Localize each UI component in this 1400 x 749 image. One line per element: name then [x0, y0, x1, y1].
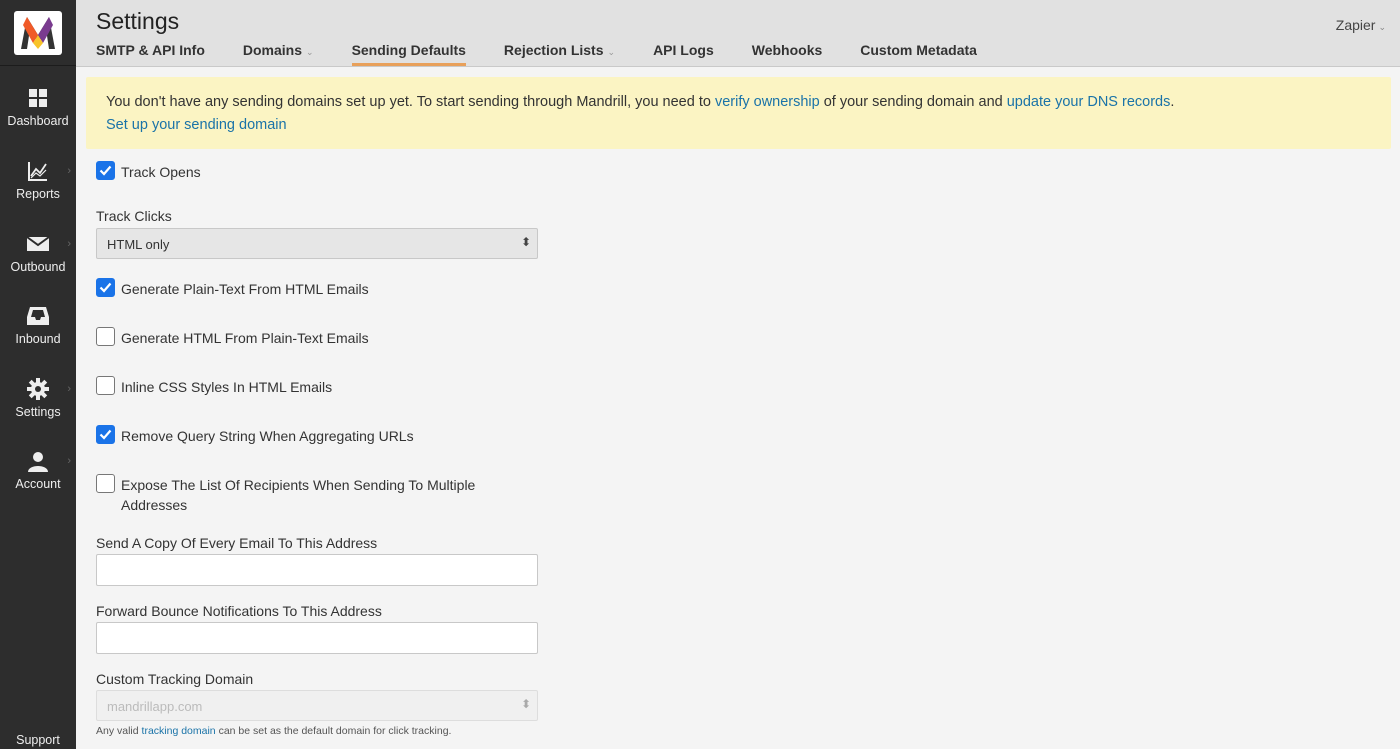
gear-icon: [26, 377, 50, 401]
track-opens-row: [96, 161, 201, 182]
setup-sending-domain-link[interactable]: Set up your sending domain: [106, 117, 287, 133]
tab-sending-defaults[interactable]: Sending Defaults: [352, 42, 466, 66]
chevron-right-icon: ›: [67, 383, 71, 395]
user-icon: [26, 449, 50, 473]
grid-icon: [26, 86, 50, 110]
inline-css-label: Inline CSS Styles In HTML Emails: [121, 379, 333, 395]
select-arrows-icon: ⬍: [520, 697, 531, 711]
sidebar-item-inbound[interactable]: [0, 304, 76, 364]
track-clicks-value: HTML only: [107, 237, 170, 252]
sidebar-item-label: Outbound: [10, 260, 66, 274]
tab-domains[interactable]: Domains ⌄: [242, 42, 314, 58]
inline-css-checkbox[interactable]: [96, 376, 115, 395]
remove-query-row: [96, 425, 414, 446]
tracking-domain-hint: Any valid tracking domain can be set as the default domain for click tracking.: [96, 725, 452, 737]
track-opens-checkbox[interactable]: [96, 161, 115, 180]
sidebar-item-outbound[interactable]: [0, 232, 76, 292]
tracking-domain-placeholder: mandrillapp.com: [107, 699, 203, 714]
track-clicks-label: Track Clicks: [96, 208, 172, 224]
sidebar-item-settings[interactable]: [0, 377, 76, 437]
plain-text-row: [96, 278, 369, 299]
alert-message: You don't have any sending domains set up yet. To start sending through Mandrill, you need to verify ownership of your sending domain and update your DNS records.: [106, 94, 1175, 110]
support-link[interactable]: Support: [16, 733, 60, 747]
chart-icon: [26, 159, 50, 183]
expose-recipients-label: Expose The List Of Recipients When Sending To Multiple Addresses: [121, 477, 476, 513]
tab-bar: [96, 42, 1015, 66]
sidebar-item-label: Account: [15, 477, 61, 491]
sidebar-item-label: Reports: [16, 187, 60, 201]
tracking-domain-link[interactable]: tracking domain: [141, 725, 216, 737]
track-opens-label: Track Opens: [121, 164, 201, 180]
track-clicks-select[interactable]: [96, 228, 538, 259]
chevron-down-icon: ⌄: [1378, 22, 1386, 32]
sidebar: [0, 0, 76, 749]
sidebar-item-label: Inbound: [15, 332, 61, 346]
generate-plain-text-checkbox[interactable]: [96, 278, 115, 297]
chevron-right-icon: ›: [67, 165, 71, 177]
copy-address-label: Send A Copy Of Every Email To This Address: [96, 535, 378, 551]
sidebar-item-dashboard[interactable]: [0, 86, 76, 146]
tracking-domain-select[interactable]: [96, 690, 538, 721]
html-from-plain-row: [96, 327, 369, 348]
tracking-domain-label: Custom Tracking Domain: [96, 671, 254, 687]
header: [76, 0, 1400, 67]
tab-smtp-api-info[interactable]: SMTP & API Info: [96, 42, 205, 58]
remove-query-string-checkbox[interactable]: [96, 425, 115, 444]
expose-recipients-checkbox[interactable]: [96, 474, 115, 493]
chevron-down-icon: ⌄: [607, 47, 616, 57]
logo-container: [0, 0, 76, 66]
tab-custom-metadata[interactable]: Custom Metadata: [860, 42, 977, 58]
tab-api-logs[interactable]: API Logs: [653, 42, 714, 58]
chevron-right-icon: ›: [67, 455, 71, 467]
user-menu-label: Zapier: [1335, 17, 1376, 33]
update-dns-link[interactable]: update your DNS records: [1006, 94, 1171, 110]
sidebar-item-account[interactable]: [0, 449, 76, 509]
bounce-address-label: Forward Bounce Notifications To This Address: [96, 603, 382, 619]
generate-html-label: Generate HTML From Plain-Text Emails: [121, 330, 369, 346]
sidebar-item-label: Dashboard: [7, 114, 69, 128]
mandrill-logo[interactable]: [14, 11, 62, 55]
tab-webhooks[interactable]: Webhooks: [751, 42, 823, 58]
chevron-right-icon: ›: [67, 238, 71, 250]
page-title: Settings: [96, 8, 180, 34]
user-menu[interactable]: [1336, 17, 1386, 33]
bounce-address-input[interactable]: [96, 622, 538, 654]
chevron-down-icon: ⌄: [306, 47, 314, 57]
remove-query-string-label: Remove Query String When Aggregating URLs: [121, 428, 414, 444]
copy-address-input[interactable]: [96, 554, 538, 586]
inline-css-row: [96, 376, 332, 397]
sending-domain-alert: [86, 77, 1391, 149]
sidebar-item-reports[interactable]: [0, 159, 76, 219]
select-arrows-icon: ⬍: [520, 235, 531, 249]
generate-plain-text-label: Generate Plain-Text From HTML Emails: [121, 281, 369, 297]
tab-rejection-lists[interactable]: Rejection Lists ⌄: [503, 42, 616, 58]
generate-html-checkbox[interactable]: [96, 327, 115, 346]
sidebar-item-label: Settings: [15, 405, 61, 419]
verify-ownership-link[interactable]: verify ownership: [714, 94, 820, 110]
inbox-icon: [26, 304, 50, 328]
expose-recipients-row: [96, 474, 475, 515]
envelope-icon: [26, 232, 50, 256]
